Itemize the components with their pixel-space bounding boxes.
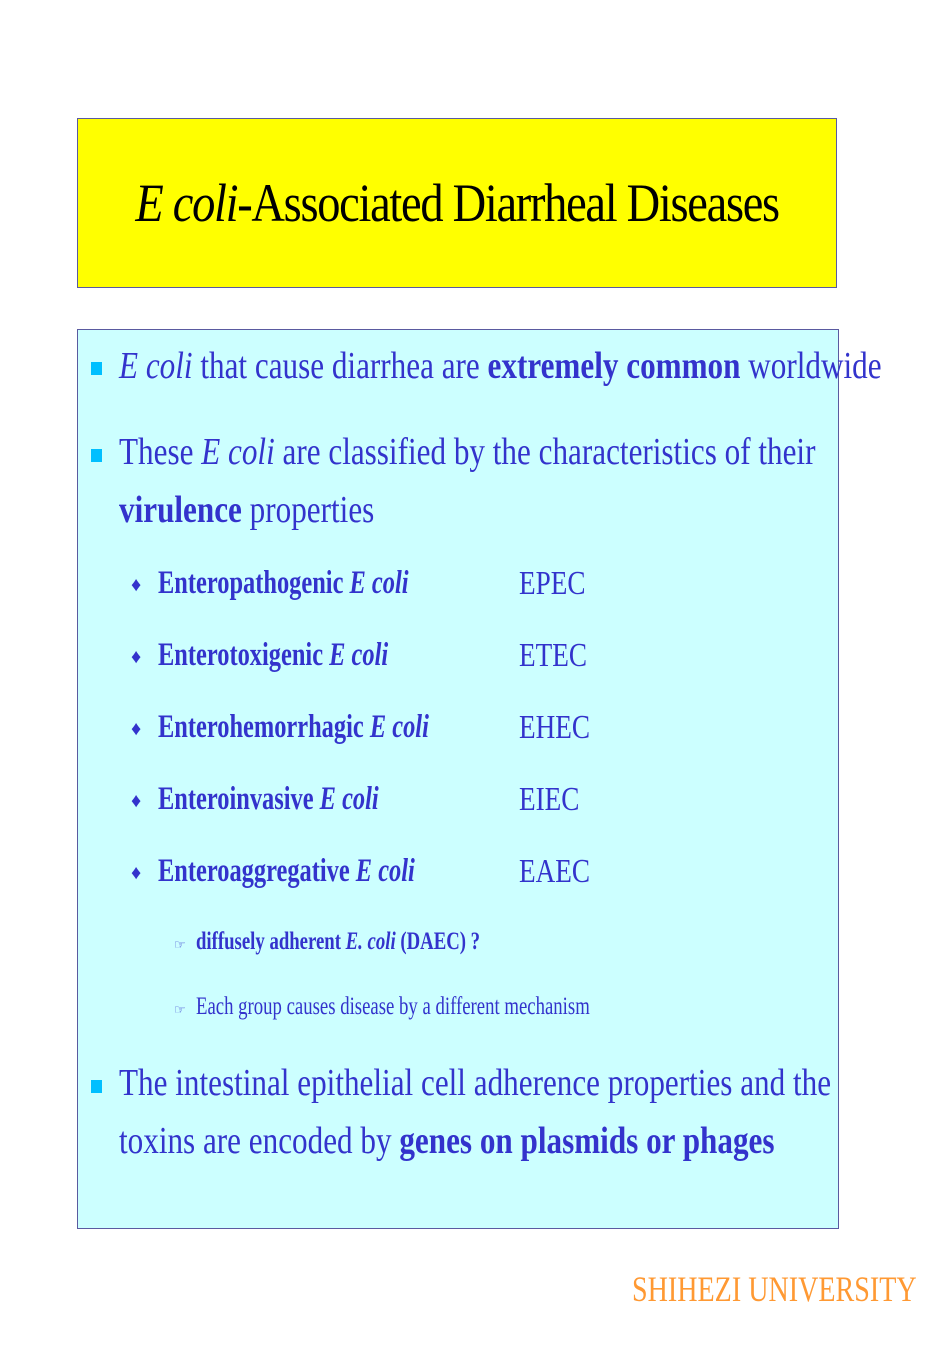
subtype-italic: E coli	[355, 853, 415, 889]
bullet-2-line-2	[119, 488, 374, 532]
title-banner	[77, 118, 837, 288]
n1-post: (DAEC) ?	[395, 928, 481, 955]
subtype-abbr: EAEC	[519, 853, 591, 890]
bullet-3-line-1: The intestinal epithelial cell adherence properties and the	[119, 1062, 832, 1104]
subtype-label: Enteropathogenic	[158, 565, 350, 601]
bullet-2-line-1	[119, 430, 815, 474]
n1-pre: diffusely adherent	[196, 928, 346, 955]
diamond-bullet-icon: ♦	[131, 790, 142, 812]
subtype-abbr: EPEC	[519, 565, 586, 602]
note-mechanism: Each group causes disease by a different mechanism	[196, 993, 590, 1020]
n1-italic: E. coli	[345, 928, 396, 955]
diamond-bullet-icon: ♦	[131, 718, 142, 740]
pointing-hand-icon: ☞	[174, 1002, 186, 1017]
b2-bold: virulence	[119, 489, 242, 531]
square-bullet-icon	[91, 449, 102, 462]
pointing-hand-icon: ☞	[174, 937, 186, 952]
diamond-bullet-icon: ♦	[131, 862, 142, 884]
b1-post: worldwide	[740, 345, 882, 387]
subtype-abbr: EHEC	[519, 709, 591, 746]
subtype-label: Enterohemorrhagic	[158, 709, 370, 745]
subtype-name	[158, 709, 429, 746]
subtype-abbr: EIEC	[519, 781, 580, 818]
note-daec	[196, 928, 480, 956]
b2-italic: E coli	[201, 431, 275, 473]
title-italic: E coli	[135, 173, 238, 233]
b1-pre: that cause diarrhea are	[192, 345, 488, 387]
subtype-name	[158, 565, 409, 602]
title-rest: -Associated Diarrheal Diseases	[237, 173, 779, 233]
subtype-label: Enteroinvasive	[158, 781, 320, 817]
diamond-bullet-icon: ♦	[131, 574, 142, 596]
subtype-abbr: ETEC	[519, 637, 587, 674]
b1-italic: E coli	[119, 345, 193, 387]
content-panel	[77, 329, 882, 1229]
subtype-italic: E coli	[369, 709, 429, 745]
subtype-italic: E coli	[349, 565, 409, 601]
subtype-name	[158, 853, 415, 890]
b3-bold: genes on plasmids or phages	[399, 1120, 775, 1162]
bullet-3-line-2	[119, 1119, 775, 1163]
subtype-label: Enterotoxigenic	[158, 637, 330, 673]
subtype-italic: E coli	[329, 637, 389, 673]
b2-line2-post: properties	[241, 489, 375, 531]
subtype-italic: E coli	[319, 781, 379, 817]
bullet-1	[119, 344, 882, 388]
subtype-name	[158, 637, 388, 674]
b2-pre: These	[119, 431, 202, 473]
diamond-bullet-icon: ♦	[131, 646, 142, 668]
slide-title	[135, 172, 778, 234]
subtype-name	[158, 781, 379, 818]
b2-post: are classified by the characteristics of their	[274, 431, 816, 473]
b3-pre: toxins are encoded by	[119, 1120, 400, 1162]
b1-bold: extremely common	[487, 345, 741, 387]
square-bullet-icon	[91, 1080, 102, 1093]
subtype-label: Enteroaggregative	[158, 853, 356, 889]
square-bullet-icon	[91, 362, 102, 375]
footer-university: SHIHEZI UNIVERSITY	[632, 1269, 917, 1309]
